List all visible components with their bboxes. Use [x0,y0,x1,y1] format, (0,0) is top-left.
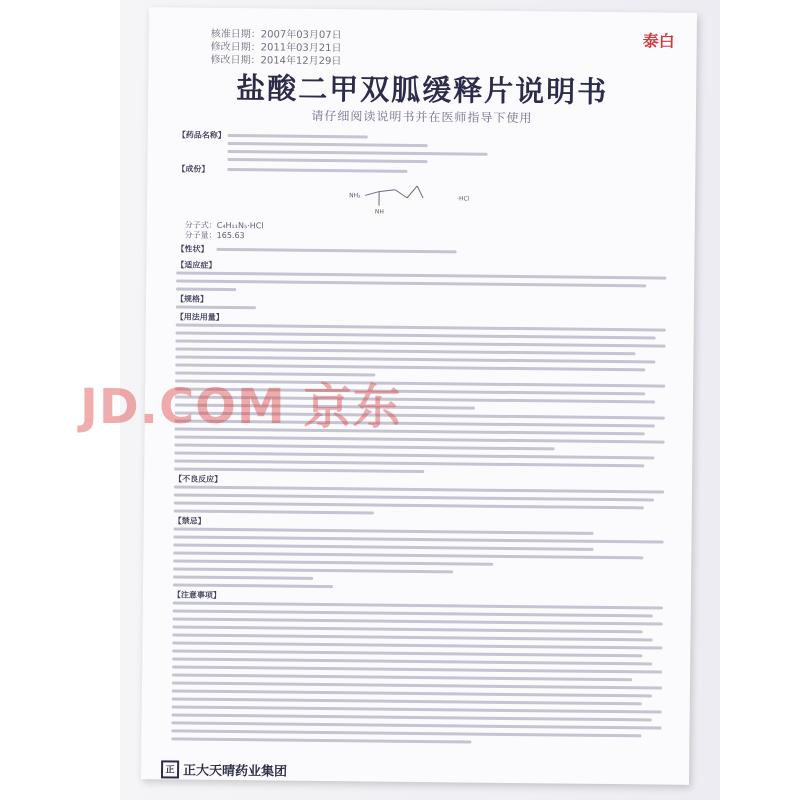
text-line [172,641,662,649]
text-line [172,689,652,697]
text-line [173,543,593,550]
text-line [174,451,654,459]
text-line [176,271,666,279]
text-line [174,501,644,509]
section-adverse [174,473,226,485]
text-line [172,657,652,665]
section-properties [176,243,212,254]
text-line [173,617,663,625]
company-logo-icon: 正 [161,760,179,778]
text-line [176,279,646,287]
text-line [172,697,642,705]
section-heading: 【性状】 [176,244,209,254]
section-heading: 【用法用量】 [175,312,224,322]
section-precautions [173,589,225,601]
text-line [172,633,652,641]
text-line [228,150,488,156]
jd-watermark: JD.COM 京东 [80,379,402,435]
text-line [174,527,594,534]
section-product-name [178,129,230,141]
text-line [176,331,656,339]
text-line [172,705,662,713]
text-line [174,467,424,473]
formula-nh2: NH₂ [349,192,361,200]
footer-company [161,759,287,779]
text-line [171,729,641,737]
text-line [174,443,554,450]
section-heading: 【药品名称】 [177,130,226,140]
modified-date-1: 修改日期：2011年03月21日 [210,41,342,55]
text-line [173,609,653,617]
section-heading: 【适应症】 [176,260,217,270]
company-name: 正大天晴药业集团 [182,763,288,780]
mol-weight: 分子量：165.63 [184,230,245,241]
text-line [173,551,643,559]
section-ingredients [177,163,213,174]
formula-nh: NH [374,208,384,216]
text-line [175,355,655,363]
text-line [173,559,493,565]
text-line [173,575,313,579]
text-line [174,485,664,493]
text-line [171,737,471,743]
text-line [176,287,236,291]
text-line [173,583,333,588]
text-line [172,713,652,721]
text-line [173,625,643,633]
text-line [173,601,663,609]
section-specification [176,293,212,304]
chemical-structure [347,171,488,222]
section-contraindications [174,515,210,526]
text-line [175,347,635,355]
text-line [176,305,256,309]
modified-date-2: 修改日期：2014年12月29日 [210,54,342,68]
text-line [176,339,666,347]
text-line [174,493,654,501]
text-line [172,649,642,657]
formula-hcl: ·HCl [457,195,470,203]
text-line [173,567,453,573]
brand-logo: 泰白 [642,31,675,51]
text-line [227,158,427,163]
date-block [210,28,341,68]
mol-formula: 分子式：C₄H₁₁N₅·HCl [184,220,264,231]
section-heading: 【注意事项】 [172,590,221,600]
text-line [174,459,644,467]
text-line [176,323,666,331]
text-line [172,673,632,681]
section-heading: 【规格】 [175,294,209,304]
page-title: 盐酸二甲双胍缓释片说明书 [236,71,609,109]
section-dosage [176,311,228,323]
approval-date: 核准日期：2007年03月07日 [210,28,342,42]
text-line [217,248,457,254]
section-heading: 【不良反应】 [174,474,223,484]
text-line [228,142,428,147]
page-subtitle: 请仔细阅读说明书并在医师指导下使用 [311,108,533,126]
text-line [172,665,662,673]
text-line [174,509,374,514]
section-heading: 【成份】 [177,164,210,174]
section-heading: 【禁忌】 [173,516,206,526]
text-line [228,134,368,138]
section-indications [176,259,220,270]
text-line [172,681,662,689]
text-line [172,721,662,729]
text-line [173,535,663,543]
